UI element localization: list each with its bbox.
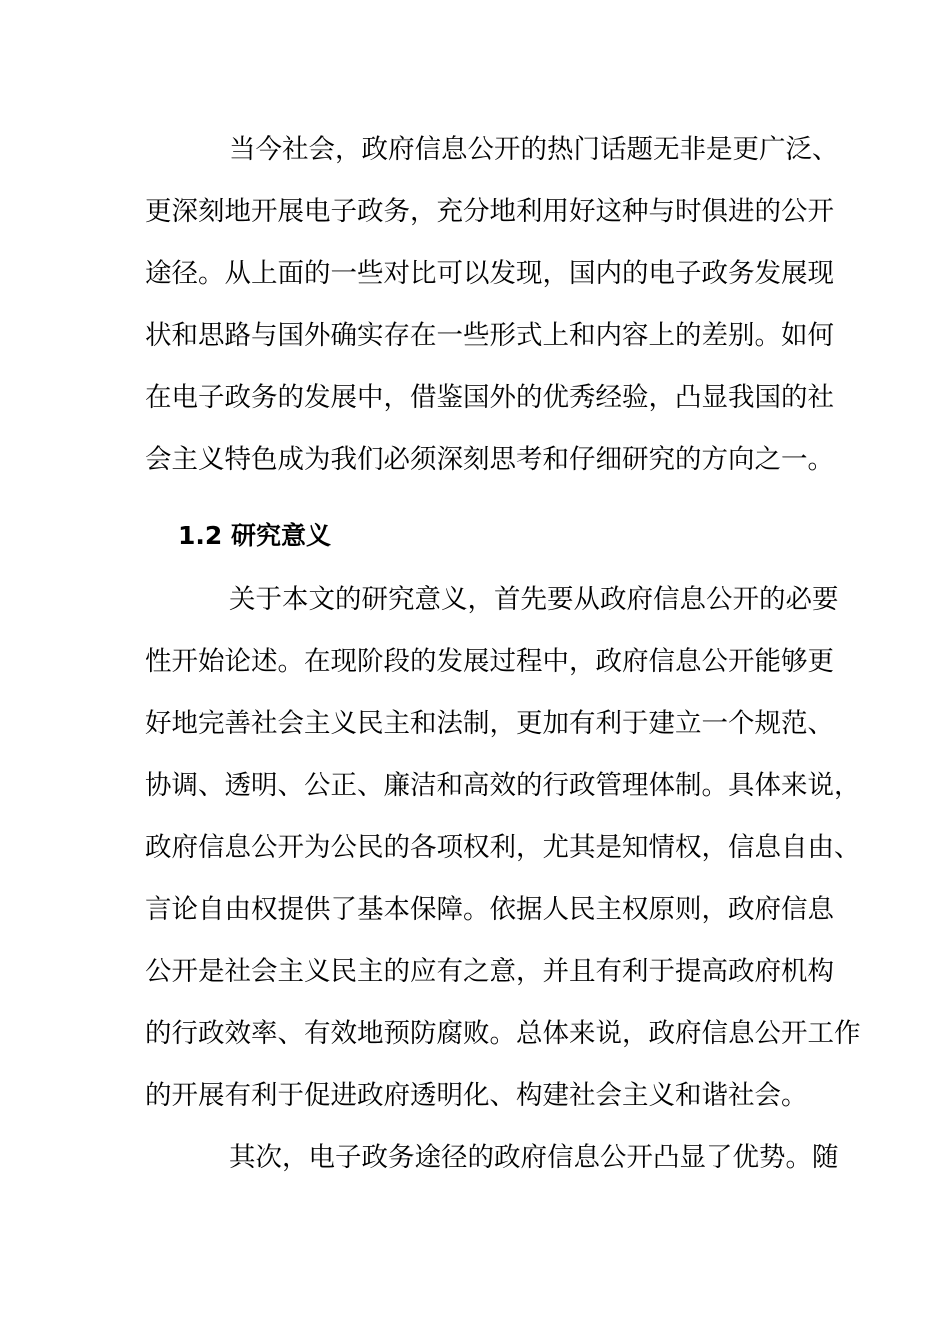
paragraph-2-line-4: 协调、透明、公正、廉洁和高效的行政管理体制。具体来说， — [145, 770, 861, 801]
paragraph-3-line-1: 其次，电子政务途径的政府信息公开凸显了优势。随 — [229, 1142, 839, 1173]
paragraph-2-line-2: 性开始论述。在现阶段的发展过程中，政府信息公开能够更 — [145, 646, 834, 677]
paragraph-2-line-6: 言论自由权提供了基本保障。依据人民主权原则，政府信息 — [145, 894, 834, 925]
paragraph-1-line-3: 途径。从上面的一些对比可以发现，国内的电子政务发展现 — [145, 258, 834, 289]
paragraph-2-line-9: 的开展有利于促进政府透明化、构建社会主义和谐社会。 — [145, 1080, 808, 1111]
paragraph-1-line-2: 更深刻地开展电子政务，充分地利用好这种与时俱进的公开 — [145, 196, 834, 227]
paragraph-1-line-6: 会主义特色成为我们必须深刻思考和仔细研究的方向之一。 — [145, 444, 834, 475]
paragraph-2-line-7: 公开是社会主义民主的应有之意，并且有利于提高政府机构 — [145, 956, 834, 987]
paragraph-2-line-5: 政府信息公开为公民的各项权利，尤其是知情权，信息自由、 — [145, 832, 861, 863]
paragraph-2-line-8: 的行政效率、有效地预防腐败。总体来说，政府信息公开工作 — [145, 1018, 861, 1049]
paragraph-2-line-3: 好地完善社会主义民主和法制，更加有利于建立一个规范、 — [145, 708, 834, 739]
paragraph-1-line-1: 当今社会，政府信息公开的热门话题无非是更广泛、 — [229, 134, 839, 165]
paragraph-2-line-1: 关于本文的研究意义，首先要从政府信息公开的必要 — [229, 584, 839, 615]
paragraph-1-line-5: 在电子政务的发展中，借鉴国外的优秀经验，凸显我国的社 — [145, 382, 834, 413]
section-heading: 1.2 研究意义 — [178, 521, 331, 550]
paragraph-1-line-4: 状和思路与国外确实存在一些形式上和内容上的差别。如何 — [145, 320, 834, 351]
